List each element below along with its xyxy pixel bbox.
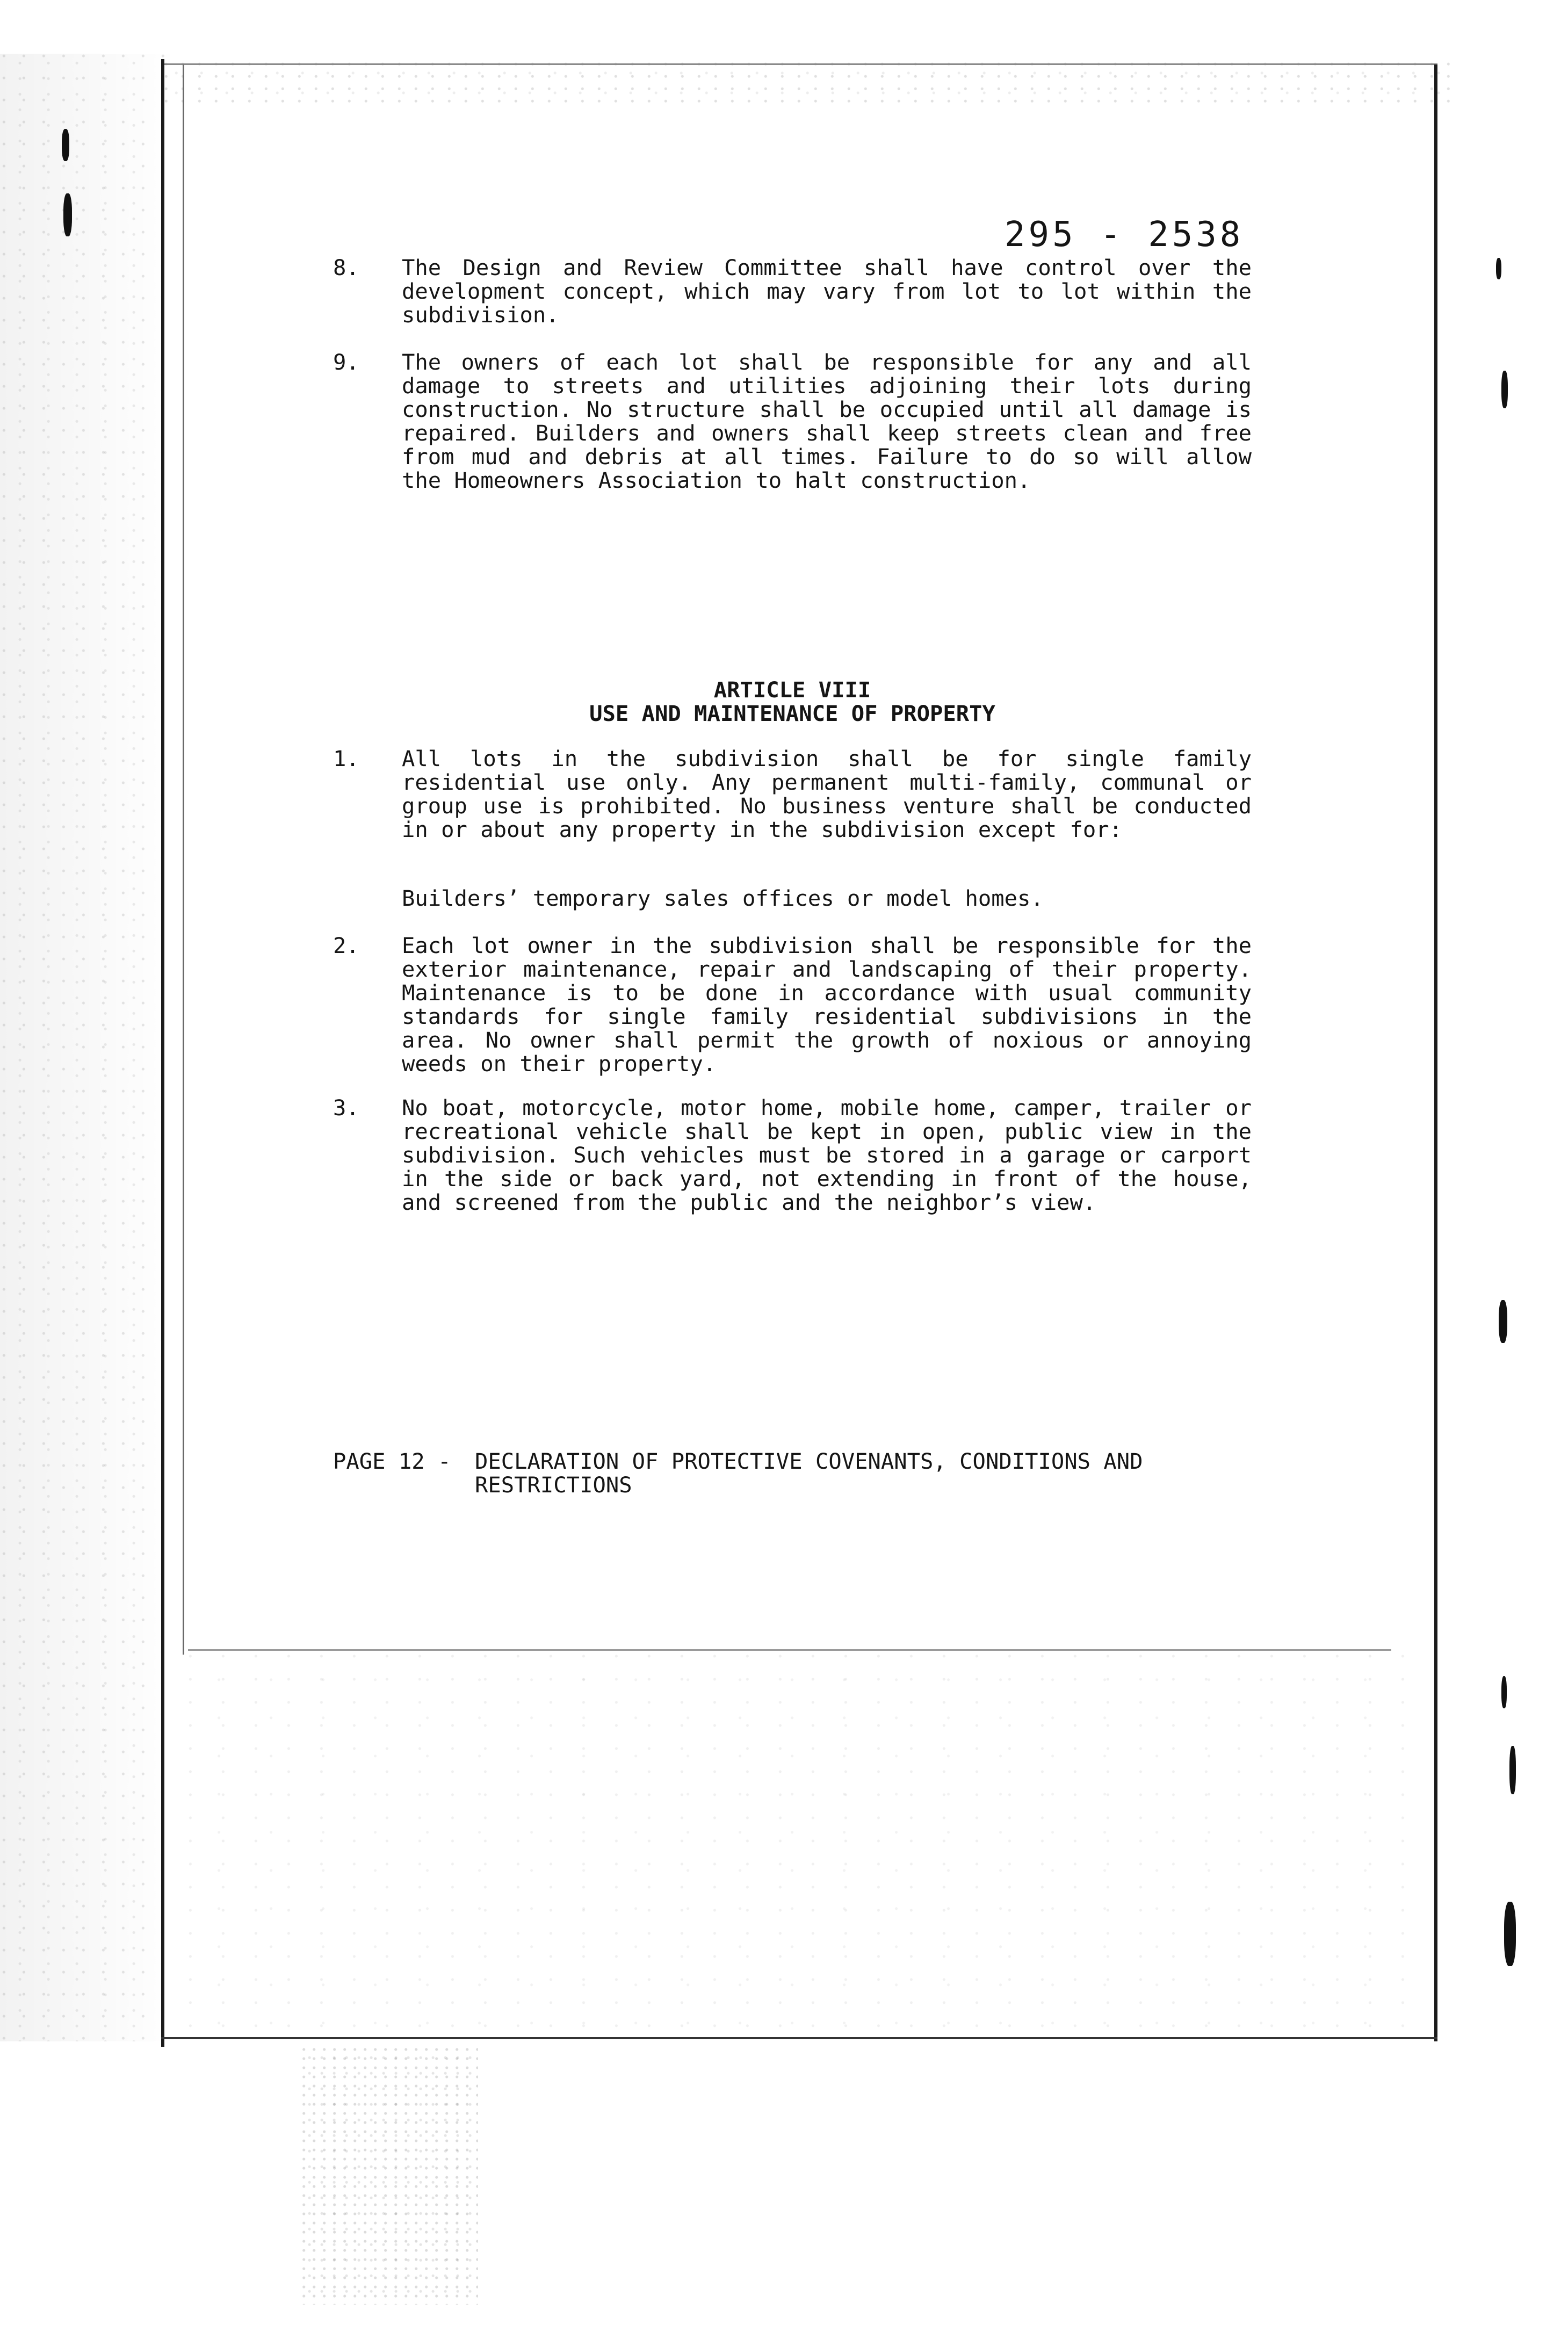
page-edge-right bbox=[1434, 64, 1437, 2041]
scan-mark bbox=[1509, 1746, 1516, 1794]
page-edge-left bbox=[161, 59, 164, 2047]
scan-mark bbox=[62, 129, 69, 161]
scan-noise-bottom bbox=[177, 1649, 1413, 2041]
item-number: 2. bbox=[333, 933, 359, 958]
item-text: The owners of each lot shall be responsible for any and all damage to streets and utilities adjoining their lots during construction. No structure shall be occupied until all damage is repaired. Builders and owners shall keep streets clean and free from mud and debris at all times. Failure to do so will allow the Homeowners Association to halt construction. bbox=[402, 349, 1252, 493]
article-number: ARTICLE VIII bbox=[713, 677, 871, 703]
item-number: 9. bbox=[333, 349, 359, 375]
sheet-edge-bottom bbox=[188, 1649, 1391, 1651]
scan-mark bbox=[1501, 371, 1508, 408]
document-title: DECLARATION OF PROTECTIVE COVENANTS, CONDITIONS AND RESTRICTIONS bbox=[475, 1448, 1143, 1498]
scan-mark bbox=[1499, 1300, 1507, 1343]
exception-note: Builders’ temporary sales offices or model homes. bbox=[402, 885, 1044, 911]
article-title: USE AND MAINTENANCE OF PROPERTY bbox=[589, 701, 995, 726]
item-number: 8. bbox=[333, 255, 359, 280]
sheet-edge-left bbox=[183, 64, 184, 1655]
article-heading bbox=[333, 678, 1252, 725]
page-label: PAGE 12 - bbox=[333, 1448, 451, 1474]
item-number: 1. bbox=[333, 746, 359, 771]
scan-mark bbox=[1496, 258, 1501, 279]
scan-mark bbox=[63, 193, 72, 236]
scan-mark bbox=[1504, 1902, 1516, 1966]
scan-tab-bottom bbox=[301, 2047, 478, 2305]
page-edge-top bbox=[161, 63, 1437, 65]
scan-noise-left bbox=[0, 54, 177, 2041]
item-text: No boat, motorcycle, motor home, mobile home, camper, trailer or recreational vehicle shall be kept in open, public view in the subdivision. Such vehicles must be stored in a garage or carport in the side or back yard, not extending in front of the house, and screened from the public and the neighbor’s view. bbox=[402, 1095, 1252, 1215]
item-text: Each lot owner in the subdivision shall be responsible for the exterior maintenance, repair and landscaping of their property. Maintenance is to be done in accordance with usual community standards for single family residential subdivisions in the area. No owner shall permit the growth of noxious or annoying weeds on their property. bbox=[402, 933, 1252, 1077]
scan-mark bbox=[1501, 1676, 1507, 1708]
recording-number: 295 - 2538 bbox=[1005, 215, 1244, 255]
scan-noise-top bbox=[161, 59, 1450, 107]
item-text: The Design and Review Committee shall have control over the development concept, which may vary from lot to lot within the subdivision. bbox=[402, 255, 1252, 328]
item-number: 3. bbox=[333, 1095, 359, 1121]
page-edge-bottom bbox=[161, 2037, 1437, 2039]
item-text: All lots in the subdivision shall be for single family residential use only. Any permanent multi-family, communal or group use is prohibited. No business venture shall be conducted in or about any property in the subdivision except for: bbox=[402, 746, 1252, 842]
